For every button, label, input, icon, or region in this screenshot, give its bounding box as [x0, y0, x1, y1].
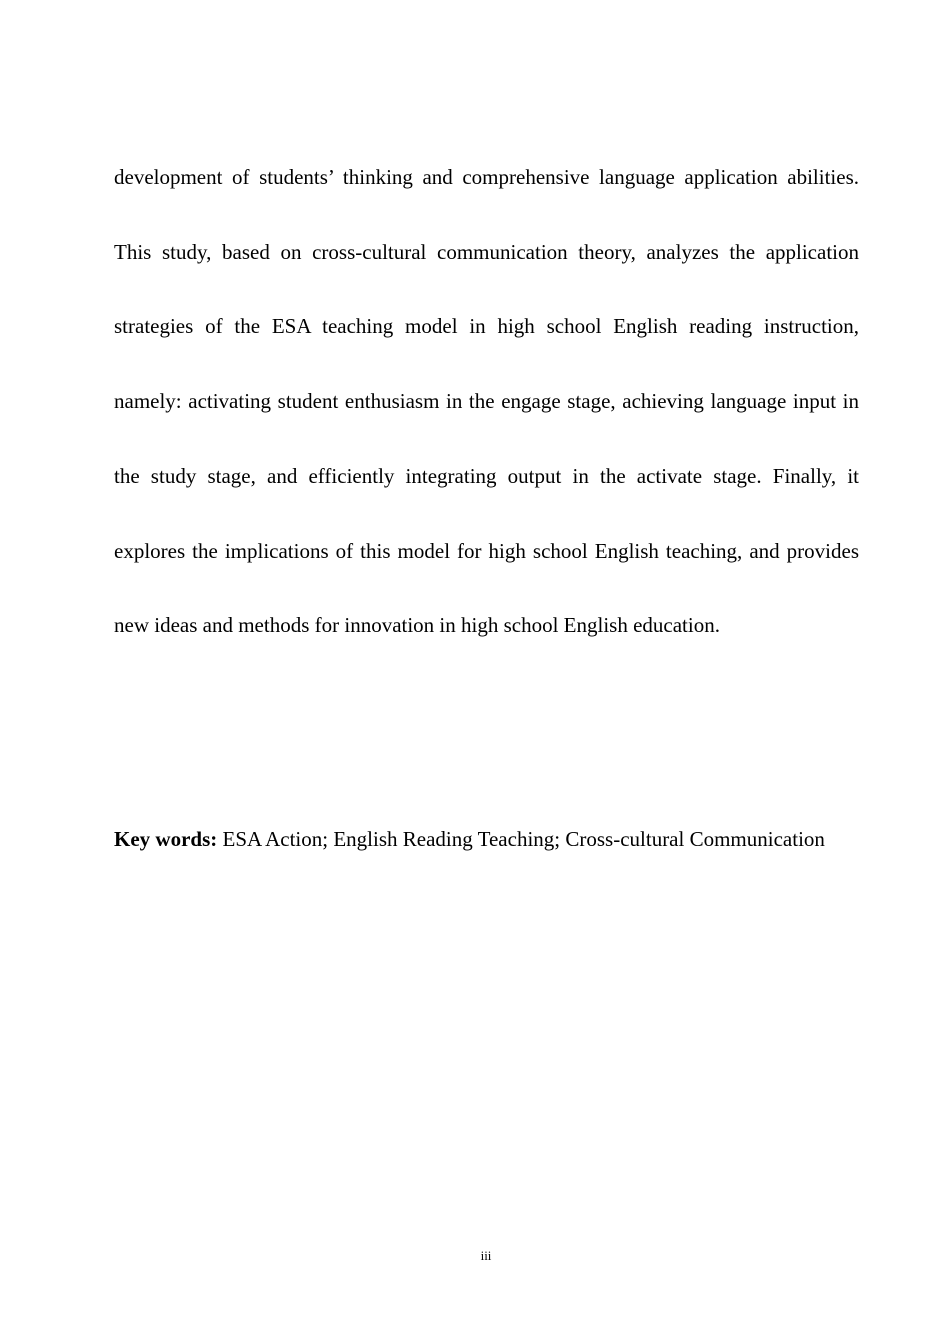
keywords-text: ESA Action; English Reading Teaching; Cross-cultural Communication — [222, 827, 825, 851]
abstract-paragraph: development of students’ thinking and comprehensive language application abilities. This study, based on cross-cultural communication theory, analyzes the application strategies of the ESA teaching model in high school English reading instruction, namely: activating student enthusiasm in the engage stage, achieving language input in the study stage, and efficiently integrating output in the activate stage. Finally, it explores the implications of this model for high school English teaching, and provides new ideas and methods for innovation in high school English education. — [114, 165, 859, 638]
keywords-line — [114, 790, 859, 889]
keywords-label: Key words: — [114, 827, 218, 851]
page-number: iii — [480, 1248, 492, 1263]
